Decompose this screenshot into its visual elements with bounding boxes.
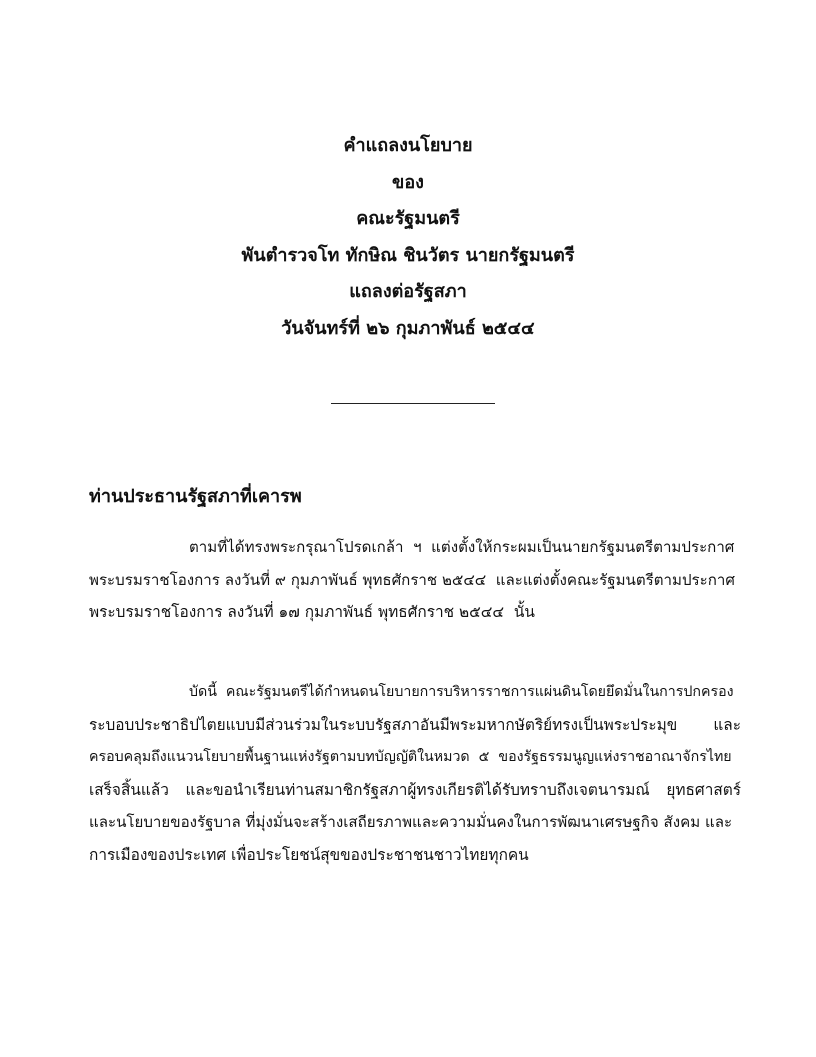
line-text: การเมืองของประเทศ เพื่อประโยชน์สุขของประชาชนชาวไทยทุกคน [89,845,529,864]
divider-rule [331,403,495,404]
paragraph-line [89,709,741,742]
paragraph-1 [89,531,741,629]
title-line: คำแถลงนโยบาย [343,135,473,156]
title-line: วันจันทร์ที่ ๒๖ กุมภาพันธ์ ๒๕๔๔ [281,317,535,339]
paragraph-line [89,839,741,872]
line-text: ระบอบประชาธิปไตยแบบมีส่วนร่วมในระบบรัฐสภาอันมีพระมหากษัตริย์ทรงเป็นพระประมุข [89,715,678,734]
paragraph-line [89,596,741,629]
title-block [0,128,816,348]
paragraph-line [89,806,741,839]
title-line: พันตำรวจโท ทักษิณ ชินวัตร นายกรัฐมนตรี [241,244,575,266]
line-text: ครอบคลุมถึงแนวนโยบายพื้นฐานแห่งรัฐตามบทบัญญัติในหมวด ๕ ของรัฐธรรมนูญแห่งราชอาณาจักรไทย [89,749,732,765]
paragraph-line [89,774,741,807]
paragraph-line [89,676,741,709]
paragraph-line [89,564,741,597]
line-text: และนโยบายของรัฐบาล ที่มุ่งมั่นจะสร้างเสถียรภาพและความมั่นคงในการพัฒนาเศรษฐกิจ สังคม และ [89,813,733,831]
line-text: เสร็จสิ้นแล้ว [89,780,169,799]
title-line: ของ [392,171,424,193]
paragraph-line [89,741,741,774]
line-text: และขอนำเรียนท่านสมาชิกรัฐสภาผู้ทรงเกียรติได้รับทราบถึงเจตนารมณ์ [185,780,650,799]
salutation: ท่านประธานรัฐสภาที่เคารพ [89,486,302,507]
title-line: คณะรัฐมนตรี [356,208,460,230]
paragraph-line [89,531,741,564]
line-text: พระบรมราชโองการ ลงวันที่ ๑๗ กุมภาพันธ์ พุทธศักราช ๒๕๔๔ นั้น [89,603,535,621]
line-text: ตามที่ได้ทรงพระกรุณาโปรดเกล้า ฯ แต่งตั้งให้กระผมเป็นนายกรัฐมนตรีตามประกาศ [189,538,735,556]
line-text: บัดนี้ คณะรัฐมนตรีได้กำหนดนโยบายการบริหารราชการแผ่นดินโดยยึดมั่นในการปกครอง [189,684,734,700]
line-text: และ [713,715,741,734]
title-line: แถลงต่อรัฐสภา [349,281,467,303]
line-text: พระบรมราชโองการ ลงวันที่ ๙ กุมภาพันธ์ พุทธศักราช ๒๕๔๔ และแต่งตั้งคณะรัฐมนตรีตามประกาศ [89,570,735,589]
paragraph-2 [89,676,741,871]
line-text: ยุทธศาสตร์ [666,780,741,799]
